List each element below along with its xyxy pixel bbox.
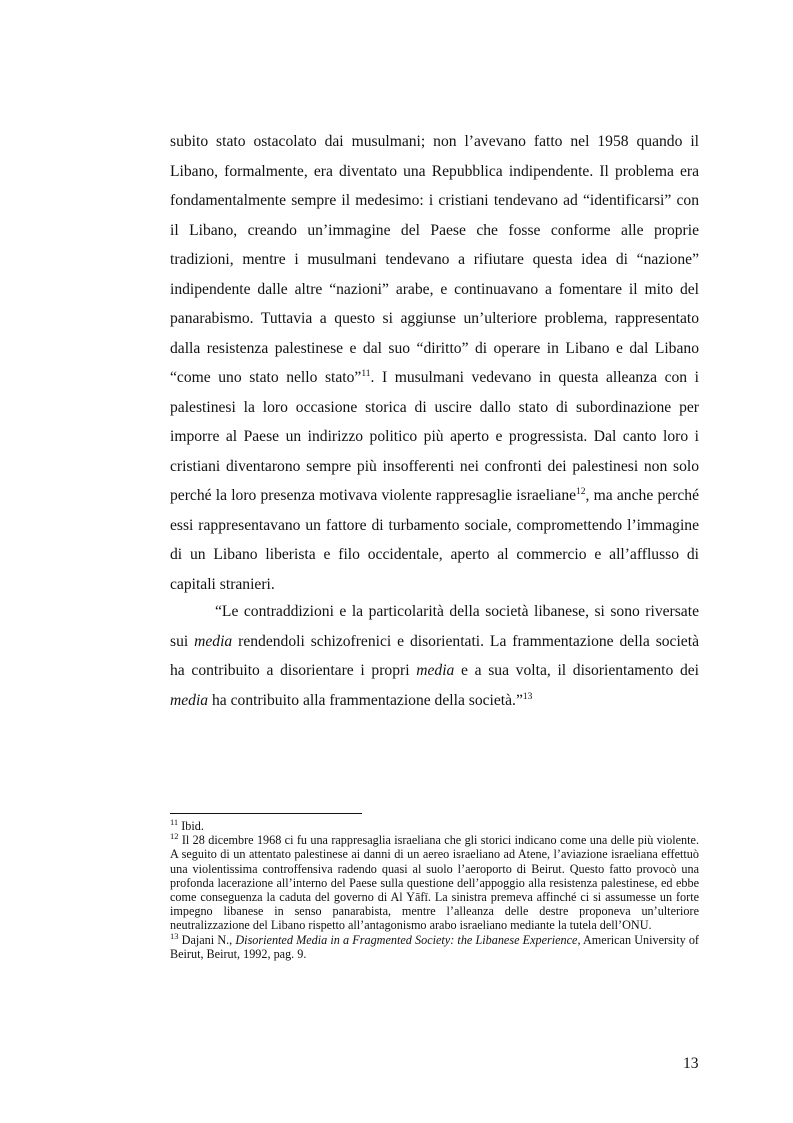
footnote-number: 13 xyxy=(170,930,179,941)
quote-text-segment: ha contribuito alla frammentazione della società.” xyxy=(208,691,523,709)
footnote-book-title: Disoriented Media in a Fragmented Society: the Libanese Experience xyxy=(235,932,578,947)
italic-term: media xyxy=(194,632,233,650)
footnote-12 xyxy=(170,833,699,932)
quotation-paragraph xyxy=(170,597,699,715)
quote-text-segment: “Le contraddizioni e la particolarità della società libanese, si sono riversate sui xyxy=(170,603,699,650)
body-paragraph xyxy=(170,127,699,599)
footnote-divider xyxy=(170,813,362,814)
italic-term: media xyxy=(170,691,209,709)
footnote-reference-13[interactable]: 13 xyxy=(522,691,533,702)
footnote-reference-12[interactable]: 12 xyxy=(576,486,586,497)
footnote-text: Dajani N., xyxy=(178,932,236,947)
footnote-11 xyxy=(170,816,699,833)
footnote-text: Ibid. xyxy=(178,819,204,833)
italic-term: media xyxy=(416,662,455,679)
footnote-reference-11[interactable]: 11 xyxy=(361,368,371,379)
page-number: 13 xyxy=(683,1055,699,1072)
body-text-segment: , ma anche perché essi rappresentavano un fattore di turbamento sociale, compromettendo l’immagine di un Libano liberista e filo occidentale, aperto al commercio e all’afflusso di capitali stranieri. xyxy=(170,487,699,593)
body-text-segment: . I musulmani vedevano in questa alleanza con i palestinesi la loro occasione storica di uscire dallo stato di subordinazione per imporre al Paese un indirizzo politico più aperto e progressista. Dal canto loro i cristiani diventarono sempre più insofferenti nei confronti dei palestinesi non solo perché la loro presenza motivava violente rappresaglie israeliane xyxy=(170,369,699,504)
footnote-text: Il 28 dicembre 1968 ci fu una rappresaglia israeliana che gli storici indicano come una delle più violente. A seguito di un attentato palestinese ai danni di un aereo israeliano ad Atene, l’aviazione israeliana effettuò una violentissima controffensiva radendo quasi al suolo l’aeroporto di Beirut. Questo fatto provocò una profonda lacerazione all’interno del Paese sulla questione dell’appoggio alla resistenza palestinese, ed ebbe come conseguenza la caduta del governo di Al Yāfī. La sinistra premeva affinché ci si assumesse un forte impegno libanese in senso panarabista, mentre l’alleanza delle destre proponeva un’ulteriore neutralizzazione del Libano rispetto all’antagonismo arabo israeliano mediante la tutela dell’ONU. xyxy=(170,833,699,933)
footnotes-section xyxy=(170,816,699,961)
footnote-number: 11 xyxy=(170,816,179,827)
footnote-13 xyxy=(170,930,699,961)
footnote-text: , American University of Beirut, Beirut, 1992, pag. 9. xyxy=(170,932,699,961)
quote-text-segment: rendendoli schizofrenici e disorientati. La frammentazione della società ha contribuito a disorientare i propri xyxy=(170,632,699,679)
body-text-segment: subito stato ostacolato dai musulmani; non l’avevano fatto nel 1958 quando il Libano, formalmente, era diventato una Repubblica indipendente. Il problema era fondamentalmente sempre il medesimo: i cristiani tendevano ad “identificarsi” con il Libano, creando un’immagine del Paese che fosse conforme alle proprie tradizioni, mentre i musulmani tendevano a rifiutare questa idea di “nazione” indipendente dalle altre “nazioni” arabe, e continuavano a fomentare il mito del panarabismo. Tuttavia a questo si aggiunse un’ulteriore problema, rappresentato dalla resistenza palestinese e dal suo “diritto” di operare in Libano e dal Libano “come uno stato nello stato” xyxy=(170,133,699,386)
quote-text-segment: e a sua volta, il disorientamento dei xyxy=(454,662,699,679)
footnote-number: 12 xyxy=(170,831,179,842)
